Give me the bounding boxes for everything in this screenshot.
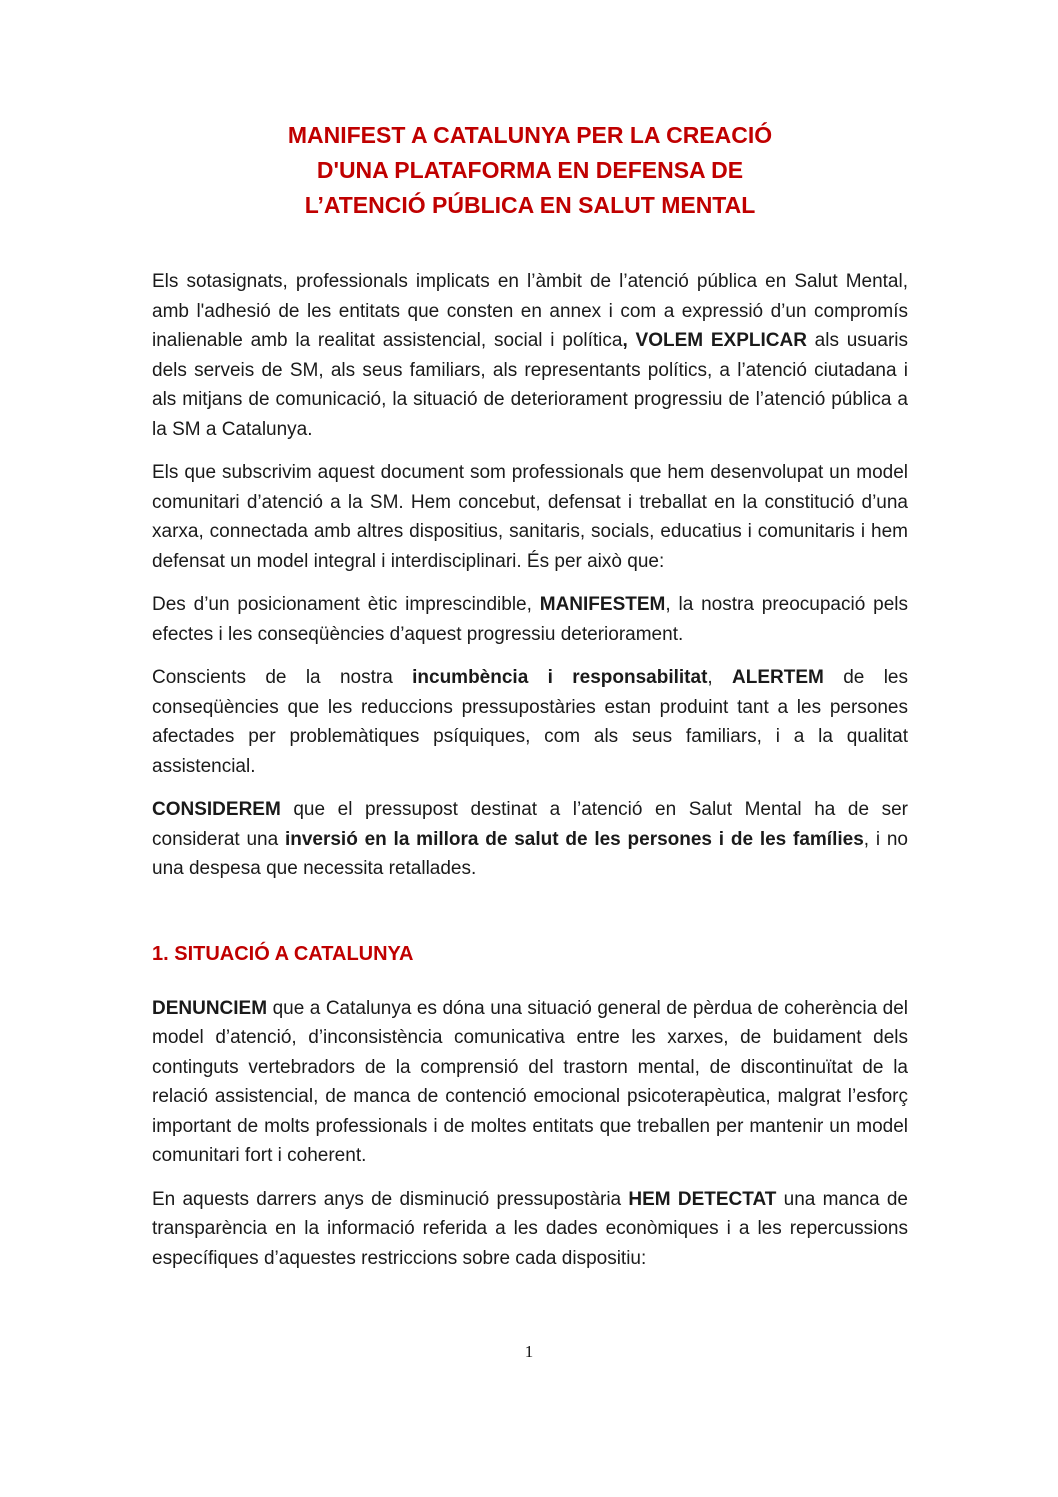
document-title-line-2: D'UNA PLATAFORMA EN DEFENSA DE bbox=[316, 157, 744, 183]
document-title bbox=[152, 118, 908, 223]
paragraph-alertem: Conscients de la nostra incumbència i responsabilitat, ALERTEM de les conseqüències que les reduccions pressupostàries estan produint tant a les persones afectades per problemàtiques psíquiques, com als seus familiars, i a la qualitat assistencial. bbox=[152, 667, 909, 777]
page-number: 1 bbox=[524, 1342, 534, 1361]
paragraph-denunciem: DENUNCIEM que a Catalunya es dóna una situació general de pèrdua de coherència del model d’atenció, d’inconsistència comunicativa entre les xarxes, de buidament dels continguts vertebradors de la comprensió del trastorn mental, de discontinuïtat de la relació assistencial, de manca de contenció emocional psicoterapèutica, malgrat l’esforç important de molts professionals i de moltes entitats que treballen per mantenir un model comunitari fort i coherent. bbox=[152, 997, 908, 1166]
paragraph-els-que-subscrivim: Els que subscrivim aquest document som professionals que hem desenvolupat un model comunitari d’atenció a la SM. Hem concebut, defensat i treballat en la constitució d’una xarxa, connectada amb altres dispositius, sanitaris, socials, educatius i comunitaris i hem defensat un model integral i interdisciplinari. És per això que: bbox=[152, 462, 908, 572]
paragraph-els-sotasignats: Els sotasignats, professionals implicats en l’àmbit de l’atenció pública en Salut Mental, amb l'adhesió de les entitats que consten en annex i com a expressió d’un compromís inalienable amb la realitat assistencial, social i política, VOLEM EXPLICAR als usuaris dels serveis de SM, als seus familiars, als representants polítics, a l’atenció ciutadana i als mitjans de comunicació, la situació de deteriorament progressiu de l’atenció pública a la SM a Catalunya. bbox=[152, 271, 908, 440]
paragraph-manifestem: Des d’un posicionament ètic imprescindible, MANIFESTEM, la nostra preocupació pels efectes i les conseqüències d’aquest progressiu deteriorament. bbox=[152, 594, 908, 645]
document-title-line-1: MANIFEST A CATALUNYA PER LA CREACIÓ bbox=[287, 122, 773, 148]
paragraph-considerem: CONSIDEREM que el pressupost destinat a l’atenció en Salut Mental ha de ser considerat una inversió en la millora de salut de les persones i de les famílies, i no una despesa que necessita retallades. bbox=[152, 799, 908, 879]
section-heading-situacio-catalunya: 1. SITUACIÓ A CATALUNYA bbox=[152, 942, 414, 965]
paragraph-hem-detectat: En aquests darrers anys de disminució pressupostària HEM DETECTAT una manca de transparència en la informació referida a les dades econòmiques i a les repercussions específiques d’aquestes restriccions sobre cada dispositiu: bbox=[152, 1188, 908, 1269]
document-title-line-3: L’ATENCIÓ PÚBLICA EN SALUT MENTAL bbox=[304, 192, 756, 218]
